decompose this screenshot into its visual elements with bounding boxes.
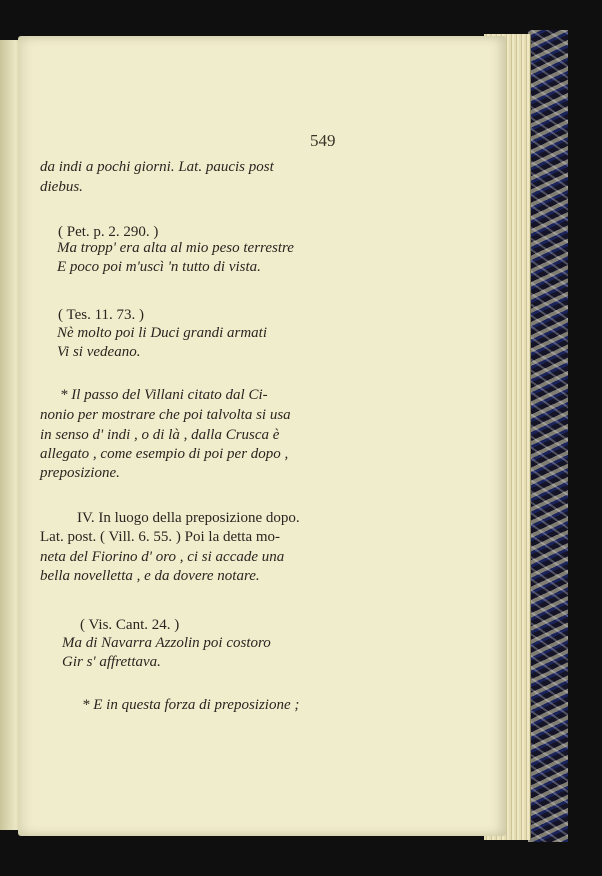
- text-line: diebus.: [40, 179, 83, 195]
- verse-line: E poco poi m'uscì 'n tutto di vista.: [57, 259, 261, 275]
- note-line: preposizione.: [40, 465, 120, 481]
- body-line: neta del Fiorino d' oro , ci si accade una: [40, 549, 285, 565]
- note-line: * Il passo del Villani citato dal Ci-: [60, 387, 268, 403]
- text-line: da indi a pochi giorni. Lat. paucis post: [40, 159, 274, 175]
- citation: ( Pet. p. 2. 290. ): [58, 224, 159, 240]
- body-line: Lat. post. ( Vill. 6. 55. ) Poi la detta mo-: [40, 529, 281, 545]
- verse-line: Nè molto poi li Duci grandi armati: [57, 325, 267, 341]
- verse-line: Gir s' affrettava.: [62, 654, 161, 670]
- citation: ( Vis. Cant. 24. ): [80, 617, 180, 633]
- note-line: * E in questa forza di preposizione ;: [82, 697, 300, 713]
- marbled-cover: [528, 30, 568, 842]
- body-line: bella novelletta , e da dovere notare.: [40, 568, 260, 584]
- section-heading: IV. In luogo della preposizione dopo.: [77, 510, 300, 526]
- verse-line: Vi si vedeano.: [57, 344, 141, 360]
- note-line: allegato , come esempio di poi per dopo ,: [40, 446, 289, 462]
- page-number: 549: [310, 131, 336, 150]
- verse-line: Ma di Navarra Azzolin poi costoro: [62, 635, 271, 651]
- note-line: in senso d' indi , o di là , dalla Crusca è: [40, 427, 280, 443]
- note-line: nonio per mostrare che poi talvolta si usa: [40, 407, 291, 423]
- citation: ( Tes. 11. 73. ): [58, 307, 145, 323]
- verse-line: Ma tropp' era alta al mio peso terrestre: [57, 240, 294, 256]
